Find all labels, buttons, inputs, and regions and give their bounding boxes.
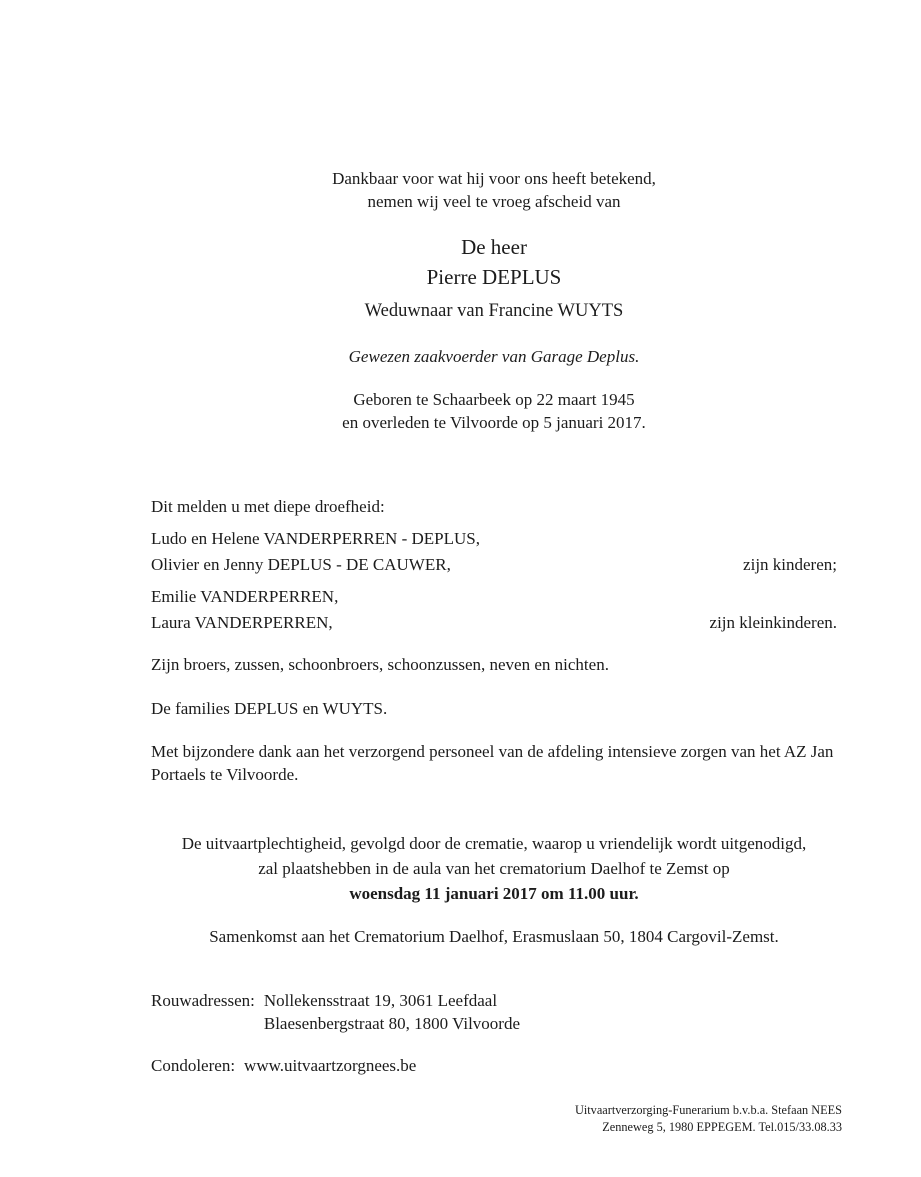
condolences-website: www.uitvaartzorgnees.be	[244, 1056, 417, 1075]
deceased-title-block	[151, 232, 837, 292]
relatives-line: Zijn broers, zussen, schoonbroers, schoonzussen, neven en nichten.	[151, 655, 609, 674]
condolences-row	[151, 1054, 837, 1077]
deceased-name: Pierre DEPLUS	[426, 265, 562, 289]
grandchildren-names	[151, 584, 338, 636]
condolences-label: Condoleren:	[151, 1056, 236, 1075]
child-line-2: Olivier en Jenny DEPLUS - DE CAUWER,	[151, 555, 451, 574]
intro-line-1: Dankbaar voor wat hij voor ons heeft betekend,	[332, 169, 656, 188]
families-line: De families DEPLUS en WUYTS.	[151, 699, 388, 718]
ceremony-datetime: woensdag 11 januari 2017 om 11.00 uur.	[349, 884, 639, 903]
mourning-address-1: Nollekensstraat 19, 3061 Leefdaal	[263, 991, 498, 1010]
children-relation-label: zijn kinderen;	[743, 555, 837, 574]
card-content	[151, 0, 837, 1077]
acknowledgement-paragraph: Met bijzondere dank aan het verzorgend personeel van de afdeling intensieve zorgen van het AZ Jan Portaels te Vilvoorde.	[151, 742, 834, 784]
funeral-home-footer	[575, 1102, 842, 1136]
occupation-line: Gewezen zaakvoerder van Garage Deplus.	[348, 347, 640, 366]
intro-text	[151, 167, 837, 213]
announcement-lead: Dit melden u met diepe droefheid:	[151, 497, 385, 516]
ceremony-details	[151, 831, 837, 906]
grandchild-line-1: Emilie VANDERPERREN,	[151, 587, 339, 606]
ceremony-line-1: De uitvaartplechtigheid, gevolgd door de crematie, waarop u vriendelijk wordt uitgenodigd,	[181, 834, 807, 853]
mourning-addresses-list	[264, 989, 520, 1035]
widower-line: Weduwnaar van Francine WUYTS	[364, 301, 624, 321]
ceremony-line-2: zal plaatshebben in de aula van het crematorium Daelhof te Zemst op	[258, 859, 730, 878]
grandchildren-group	[151, 584, 837, 636]
funeral-home-address: Zenneweg 5, 1980 EPPEGEM. Tel.015/33.08.33	[602, 1120, 842, 1134]
salutation: De heer	[461, 235, 527, 259]
birth-line: Geboren te Schaarbeek op 22 maart 1945	[353, 390, 635, 409]
death-line: en overleden te Vilvoorde op 5 januari 2017.	[342, 413, 646, 432]
intro-line-2: nemen wij veel te vroeg afscheid van	[367, 192, 621, 211]
mourning-addresses-label: Rouwadressen:	[151, 991, 255, 1010]
mourning-addresses	[151, 989, 837, 1035]
funeral-home-name: Uitvaartverzorging-Funerarium b.v.b.a. Stefaan NEES	[574, 1103, 842, 1117]
life-dates	[151, 388, 837, 434]
child-line-1: Ludo en Helene VANDERPERREN - DEPLUS,	[151, 529, 480, 548]
grandchildren-relation-label: zijn kleinkinderen.	[709, 613, 837, 632]
mourning-address-2: Blaesenbergstraat 80, 1800 Vilvoorde	[263, 1014, 521, 1033]
gathering-line: Samenkomst aan het Crematorium Daelhof, Erasmuslaan 50, 1804 Cargovil-Zemst.	[209, 927, 779, 946]
grandchild-line-2: Laura VANDERPERREN,	[151, 613, 333, 632]
children-names	[151, 526, 480, 578]
children-group	[151, 526, 837, 578]
